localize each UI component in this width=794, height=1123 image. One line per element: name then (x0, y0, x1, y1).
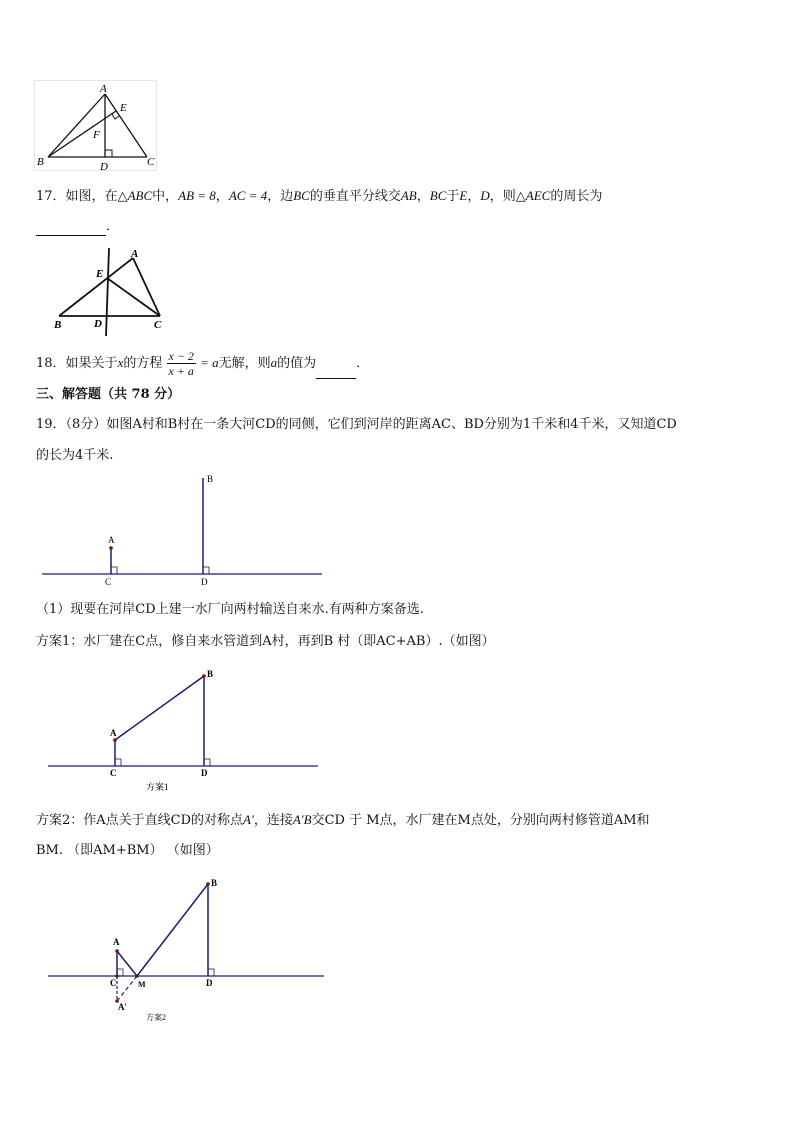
segment-ab (59, 258, 133, 316)
point-a (113, 738, 117, 742)
label-c: C (110, 768, 117, 778)
caption-plan-1: 方案1 (146, 782, 169, 792)
label-b: B (211, 878, 218, 888)
label-d: D (201, 577, 208, 587)
right-angle-mark-d (204, 759, 210, 766)
label-a: A (113, 937, 120, 947)
plan-2-line2: BM. （即AM+BM） （如图） (36, 843, 219, 858)
figure-q19 (40, 470, 330, 592)
label-c: C (154, 319, 162, 331)
label-d: D (206, 978, 213, 988)
question-19-line2: 的长为4千米. (36, 448, 114, 463)
point-m (135, 974, 139, 978)
right-angle-mark-d (105, 150, 112, 157)
point-a (115, 949, 119, 953)
label-a: A (108, 535, 115, 545)
label-m: M (138, 980, 146, 989)
right-angle-mark-e (112, 114, 119, 119)
perpendicular-bisector (106, 248, 109, 336)
label-c: C (110, 978, 117, 988)
answer-blank-17: ． (36, 218, 119, 236)
label-e: E (96, 268, 104, 280)
label-c: C (147, 156, 155, 168)
right-angle-mark-c (115, 759, 121, 766)
label-e: E (120, 102, 127, 114)
figure-q17 (50, 246, 180, 338)
right-angle-mark-d (203, 567, 209, 574)
question-18: 18．如果关于x的方程 $\frac{x - 2}{x + a}$ = a无解，则a的值为 ． (36, 349, 370, 378)
plan-1-text: 方案1：水厂建在C点，修自来水管道到A村，再到B 村（即AC+AB）.（如图） (36, 634, 495, 649)
label-d: D (94, 318, 102, 330)
plan-2-line1: 方案2：作A点关于直线CD的对称点A′，连接A′B交CD 于 M点，水厂建在M点处，分别向两村修管道AM和 (36, 812, 650, 828)
label-d: D (100, 161, 108, 172)
figure-plan-2 (46, 874, 336, 1024)
point-b (202, 674, 206, 678)
segment-ab (48, 94, 105, 157)
label-b: B (207, 669, 214, 679)
point-a (109, 546, 113, 550)
label-d: D (201, 768, 208, 778)
right-angle-mark-d (208, 969, 214, 976)
point-b (206, 882, 210, 886)
label-b: B (54, 319, 62, 331)
segment-mb (137, 884, 208, 976)
label-b: B (37, 156, 44, 168)
label-c: C (105, 577, 112, 587)
label-a: A (110, 728, 117, 738)
label-b: B (207, 474, 214, 484)
segment-am (117, 951, 137, 976)
label-f: F (93, 129, 100, 141)
equation-fraction: $\frac{x - 2}{x + a}$ (168, 349, 194, 378)
segment-aprime-m (117, 976, 137, 1001)
label-a: A (131, 248, 139, 260)
part-1-text: （1）现要在河岸CD上建一水厂向两村输送自来水.有两种方案备选. (36, 602, 424, 617)
label-a: A (100, 83, 107, 95)
right-angle-mark-c (111, 567, 117, 574)
figure-plan-1 (46, 666, 326, 794)
figure-q16 (34, 80, 164, 172)
segment-ab (115, 676, 204, 740)
section-heading: 三、解答题（共 78 分） (36, 387, 181, 402)
label-aprime: A′ (118, 1002, 128, 1012)
question-19-line1: 19．（8分）如图A村和B村在一条大河CD的同侧，它们到河岸的距离AC、BD分别为1千米和4千米，又知道CD (36, 417, 677, 432)
caption-plan-2: 方案2 (146, 1013, 166, 1022)
question-17: 17．如图，在△ABC中，AB = 8，AC = 4，边BC的垂直平分线交AB，BC于E，D，则△AEC的周长为 (36, 188, 603, 204)
